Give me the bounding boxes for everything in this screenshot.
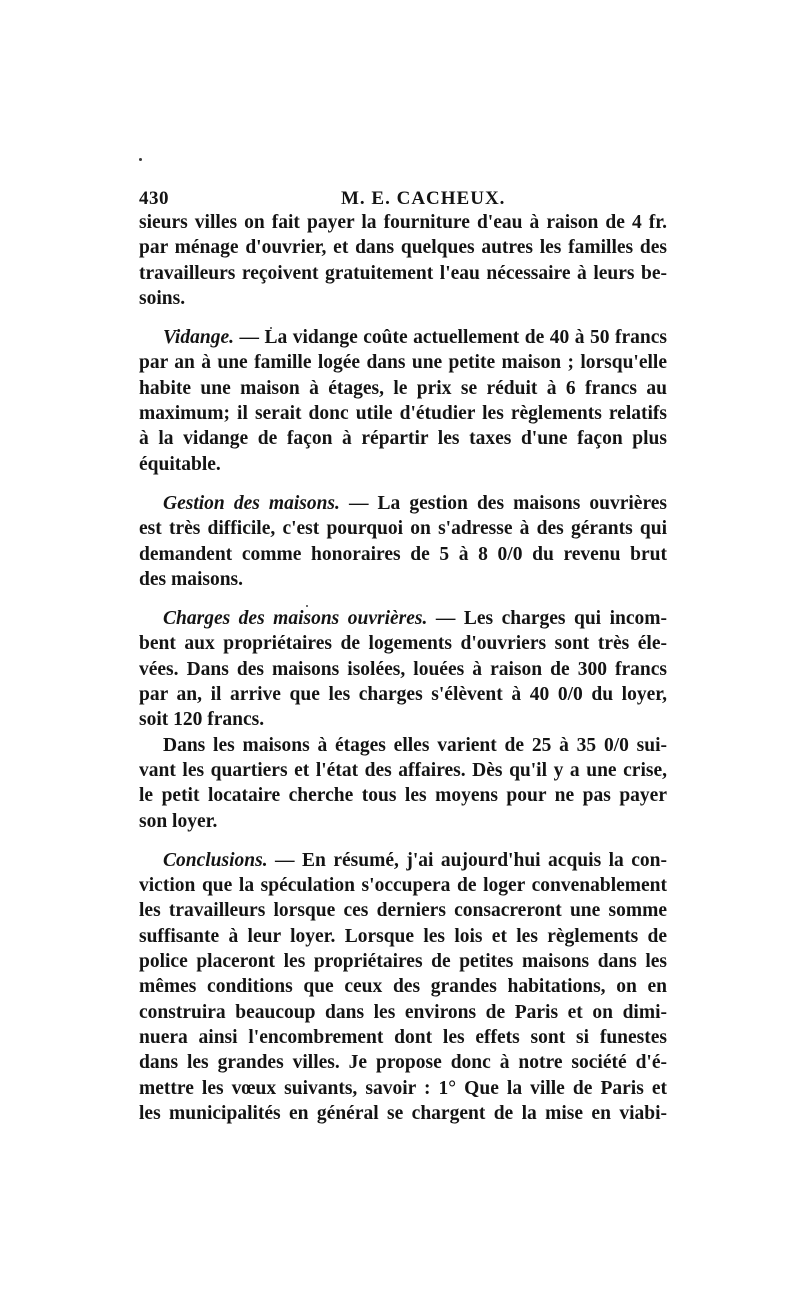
paragraph-charges <box>139 606 667 732</box>
text-line: par ménage d'ouvrier, et dans quelques autres les familles des <box>139 237 667 259</box>
section-heading-vidange: Vidange. <box>163 327 234 349</box>
text-line <box>163 848 667 873</box>
text-line: les municipalités en général se chargent de la mise en viabi- <box>139 1102 667 1124</box>
text-run: — En résumé, j'ai aujourd'hui acquis la con- <box>267 849 667 871</box>
text-run: — Les charges qui incom- <box>427 608 667 630</box>
text-line: soit 120 francs. <box>139 709 265 731</box>
text-line: construira beaucoup dans les environs de Paris et on dimi- <box>139 1001 667 1023</box>
running-head <box>139 180 667 210</box>
scan-speck <box>139 158 142 161</box>
text-line: par an, il arrive que les charges s'élèvent à 40 0/0 du loyer, <box>139 684 667 706</box>
text-line: est très difficile, c'est pourquoi on s'adresse à des gérants qui <box>139 518 667 540</box>
text-line: équitable. <box>139 453 221 475</box>
text-line: soins. <box>139 287 186 309</box>
paragraph-conclusions <box>139 848 667 1126</box>
text-line: nuera ainsi l'encombrement dont les effets sont si funestes <box>139 1026 667 1048</box>
text-line <box>163 606 667 631</box>
text-line: travailleurs reçoivent gratuitement l'eau nécessaire à leurs be- <box>139 262 667 284</box>
text-line: mettre les vœux suivants, savoir : 1° Que la ville de Paris et <box>139 1077 667 1099</box>
text-line: vées. Dans des maisons isolées, louées à raison de 300 francs <box>139 658 667 680</box>
text-line: sieurs villes on fait payer la fourniture d'eau à raison de 4 fr. <box>139 212 667 233</box>
text-line: mêmes conditions que ceux des grandes habitations, on en <box>139 976 667 998</box>
text-line: maximum; il serait donc utile d'étudier les règlements relatifs <box>139 403 667 425</box>
paragraph-gestion <box>139 491 667 592</box>
text-line: Dans les maisons à étages elles varient de 25 à 35 0/0 sui- <box>163 734 667 756</box>
text-line <box>163 325 667 350</box>
paragraph-water-supply <box>139 210 667 311</box>
text-run: — La gestion des maisons ouvrières <box>339 492 667 514</box>
text-line: vant les quartiers et l'état des affaires. Dès qu'il y a une crise, <box>139 759 667 781</box>
text-line: le petit locataire cherche tous les moyens pour ne pas payer <box>139 785 667 807</box>
text-line: dans les grandes villes. Je propose donc à notre société d'é- <box>139 1052 667 1074</box>
text-line: demandent comme honoraires de 5 à 8 0/0 du revenu brut <box>139 543 667 565</box>
text-line: habite une maison à étages, le prix se réduit à 6 francs au <box>139 377 667 399</box>
text-line: bent aux propriétaires de logements d'ouvriers sont très éle- <box>139 633 667 655</box>
paragraph-etages <box>139 733 667 834</box>
text-line: des maisons. <box>139 568 244 590</box>
book-page <box>139 180 667 1126</box>
text-line: son loyer. <box>139 810 218 832</box>
text-line: les travailleurs lorsque ces derniers consacreront une somme <box>139 900 667 922</box>
text-line <box>163 491 667 516</box>
section-heading-charges: Charges des maisons ouvrières. <box>163 608 428 630</box>
text-line: à la vidange de façon à répartir les taxes d'une façon plus <box>139 428 667 450</box>
section-heading-gestion: Gestion des maisons. <box>163 492 340 514</box>
page-number: 430 <box>139 188 169 209</box>
paragraph-vidange <box>139 325 667 477</box>
section-heading-conclusions: Conclusions. <box>163 849 268 871</box>
author-name: M. E. CACHEUX. <box>341 188 506 209</box>
text-run: — La vidange coûte actuellement de 40 à 50 francs <box>233 327 667 349</box>
text-line: viction que la spéculation s'occupera de loger convenablement <box>139 875 667 897</box>
text-line: police placeront les propriétaires de petites maisons dans les <box>139 951 667 973</box>
text-line: suffisante à leur loyer. Lorsque les lois et les règlements de <box>139 925 667 947</box>
text-line: par an à une famille logée dans une petite maison ; lorsqu'elle <box>139 352 667 374</box>
